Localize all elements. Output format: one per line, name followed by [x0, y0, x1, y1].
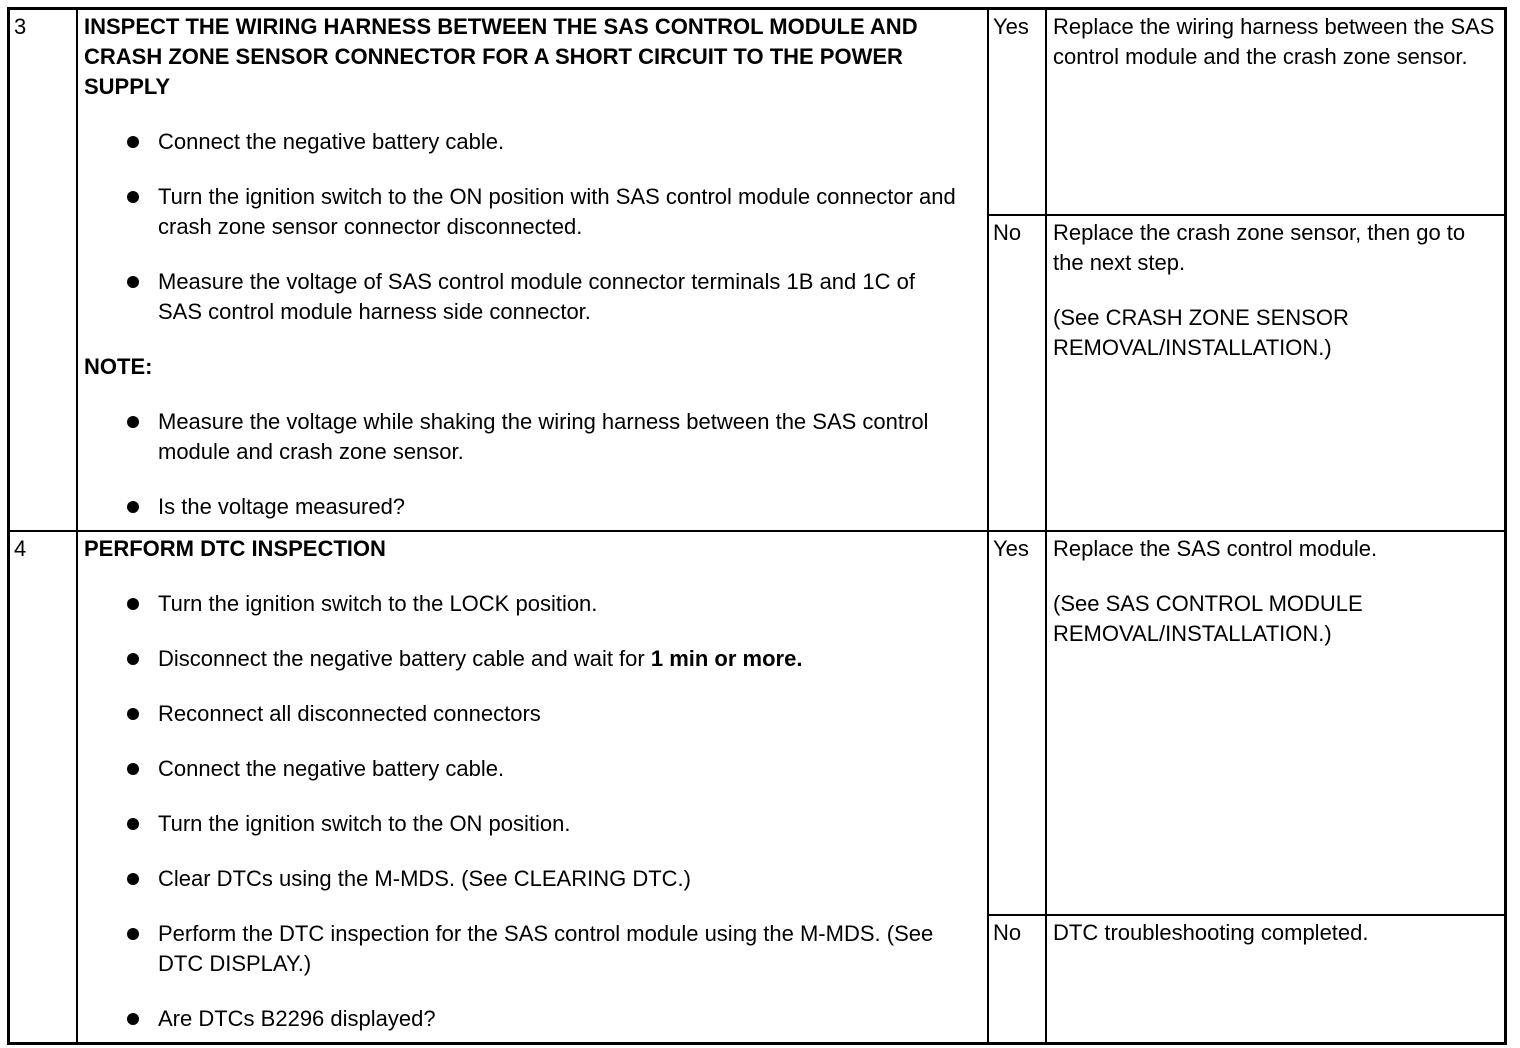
- list-item: [84, 589, 981, 619]
- list-item: [84, 809, 981, 839]
- answer-no: No: [988, 215, 1046, 531]
- list-item: [84, 1004, 981, 1034]
- list-item: [84, 492, 981, 522]
- bullet-icon: [127, 873, 139, 885]
- bullet-icon: [127, 708, 139, 720]
- list-item-text: Connect the negative battery cable.: [158, 755, 505, 781]
- list-item: [84, 699, 981, 729]
- action-yes: [1046, 9, 1506, 215]
- list-item: [84, 182, 981, 242]
- action-text: Replace the SAS control module.: [1053, 535, 1378, 561]
- list-item-text: Are DTCs B2296 displayed?: [158, 1005, 436, 1031]
- list-item: [84, 407, 981, 467]
- action-text: DTC troubleshooting completed.: [1053, 919, 1369, 945]
- bullet-icon: [127, 276, 139, 288]
- action-yes: [1046, 531, 1506, 915]
- answer-yes: Yes: [988, 9, 1046, 215]
- bullet-icon: [127, 1013, 139, 1025]
- action-no: [1046, 215, 1506, 531]
- step-title: PERFORM DTC INSPECTION: [84, 535, 386, 561]
- step-number: 3: [9, 9, 78, 531]
- step-body: [77, 9, 988, 531]
- action-text: Replace the crash zone sensor, then go to the next step.: [1053, 219, 1466, 275]
- list-item-text: Measure the voltage while shaking the wiring harness between the SAS control module and crash zone sensor.: [158, 409, 929, 464]
- list-item-text: Measure the voltage of SAS control module connector terminals 1B and 1C of SAS control module harness side connector.: [158, 269, 915, 324]
- list-item: [84, 919, 981, 979]
- bullet-icon: [127, 136, 139, 148]
- table-row: [9, 531, 1506, 915]
- action-no: [1046, 915, 1506, 1044]
- table-row: [9, 9, 1506, 215]
- list-item-text: Is the voltage measured?: [158, 494, 406, 519]
- step-title: INSPECT THE WIRING HARNESS BETWEEN THE SAS CONTROL MODULE AND CRASH ZONE SENSOR CONNECTOR FOR A SHORT CIRCUIT TO THE POWER SUPPLY: [84, 14, 918, 99]
- list-item-text: Disconnect the negative battery cable and wait for: [158, 645, 651, 671]
- bullet-icon: [127, 416, 139, 428]
- note-label: NOTE:: [84, 354, 153, 379]
- bullet-icon: [127, 191, 139, 203]
- diagnostic-steps-table: [7, 7, 1507, 1045]
- list-item: [84, 644, 981, 674]
- bullet-list: [84, 127, 981, 327]
- bullet-icon: [127, 763, 139, 775]
- action-text: Replace the wiring harness between the SAS control module and the crash zone sensor.: [1053, 14, 1495, 69]
- list-item-text: Turn the ignition switch to the ON position with SAS control module connector and crash zone sensor connector disconnected.: [158, 184, 956, 239]
- list-item-text: Connect the negative battery cable.: [158, 129, 505, 154]
- list-item-text: Perform the DTC inspection for the SAS control module using the M-MDS. (See DTC DISPLAY.): [158, 920, 934, 976]
- bullet-icon: [127, 598, 139, 610]
- list-item: [84, 267, 981, 327]
- action-reference: (See SAS CONTROL MODULE REMOVAL/INSTALLATION.): [1053, 590, 1363, 646]
- bullet-icon: [127, 653, 139, 665]
- answer-yes: Yes: [988, 531, 1046, 915]
- list-item: [84, 864, 981, 894]
- action-reference: (See CRASH ZONE SENSOR REMOVAL/INSTALLATION.): [1053, 304, 1349, 360]
- list-item-text: Turn the ignition switch to the LOCK position.: [158, 590, 598, 616]
- list-item-text: Clear DTCs using the M-MDS. (See CLEARING DTC.): [158, 865, 691, 891]
- step-body: [77, 531, 988, 1044]
- bullet-icon: [127, 928, 139, 940]
- bullet-icon: [127, 501, 139, 513]
- step-number: 4: [9, 531, 78, 1044]
- bullet-list: [84, 589, 981, 1034]
- list-item-text: Turn the ignition switch to the ON position.: [158, 810, 571, 836]
- bullet-icon: [127, 818, 139, 830]
- list-item: [84, 127, 981, 157]
- list-item-emphasis: 1 min or more.: [650, 645, 803, 671]
- list-item-text: Reconnect all disconnected connectors: [158, 700, 541, 726]
- note-bullet-list: [84, 407, 981, 522]
- answer-no: No: [988, 915, 1046, 1044]
- list-item: [84, 754, 981, 784]
